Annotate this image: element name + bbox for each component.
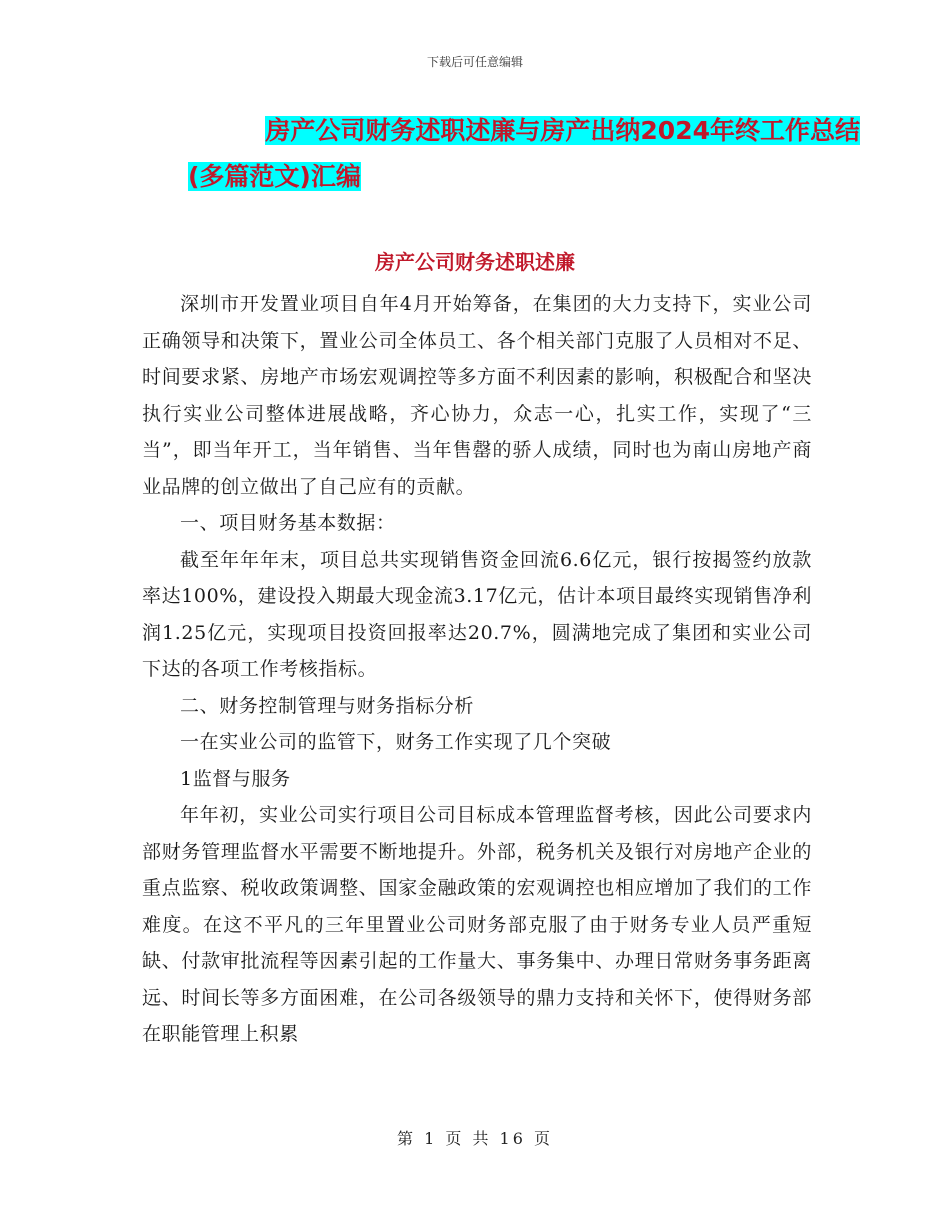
paragraph: 深圳市开发置业项目自年4月开始筹备，在集团的大力支持下，实业公司正确领导和决策下，置业公司全体员工、各个相关部门克服了人员相对不足、时间要求紧、房地产市场宏观调控等多方面不利因素的影响，积极配合和坚决执行实业公司整体进展战略，齐心协力，众志一心，扎实工作，实现了“三当”，即当年开工，当年销售、当年售罄的骄人成绩，同时也为南山房地产商业品牌的创立做出了自己应有的贡献。 xyxy=(142,293,812,498)
title-line-2 xyxy=(140,154,860,200)
page-footer: 第 1 页 共 16 页 xyxy=(397,1129,553,1148)
document-body xyxy=(142,286,812,1053)
paragraph: 年年初，实业公司实行项目公司目标成本管理监督考核，因此公司要求内部财务管理监督水平需要不断地提升。外部，税务机关及银行对房地产企业的重点监察、税收政策调整、国家金融政策的宏观调控也相应增加了我们的工作难度。在这不平凡的三年里置业公司财务部克服了由于财务专业人员严重短缺、付款审批流程等因素引起的工作量大、事务集中、办理日常财务事务距离远、时间长等多方面困难，在公司各级领导的鼎力支持和关怀下，使得财务部在职能管理上积累 xyxy=(142,804,812,1045)
paragraph: 一、项目财务基本数据： xyxy=(180,512,396,534)
paragraph: 1监督与服务 xyxy=(180,767,291,790)
header-note: 下载后可任意编辑 xyxy=(426,55,523,69)
document-title xyxy=(140,108,860,200)
paragraph: 截至年年年末，项目总共实现销售资金回流6.6亿元，银行按揭签约放款率达100%，建设投入期最大现金流3.17亿元，估计本项目最终实现销售净利润1.25亿元，实现项目投资回报率达20.7%，圆满地完成了集团和实业公司下达的各项工作考核指标。 xyxy=(142,548,812,680)
section-heading: 房产公司财务述职述廉 xyxy=(375,250,575,274)
paragraph: 二、财务控制管理与财务指标分析 xyxy=(180,694,475,717)
title-line-1 xyxy=(140,108,860,154)
title-line-1-text: 房产公司财务述职述廉与房产出纳2024年终工作总结 xyxy=(265,116,860,145)
paragraph: 一在实业公司的监管下，财务工作实现了几个突破 xyxy=(180,731,612,753)
title-line-2-text: (多篇范文)汇编 xyxy=(188,162,361,191)
